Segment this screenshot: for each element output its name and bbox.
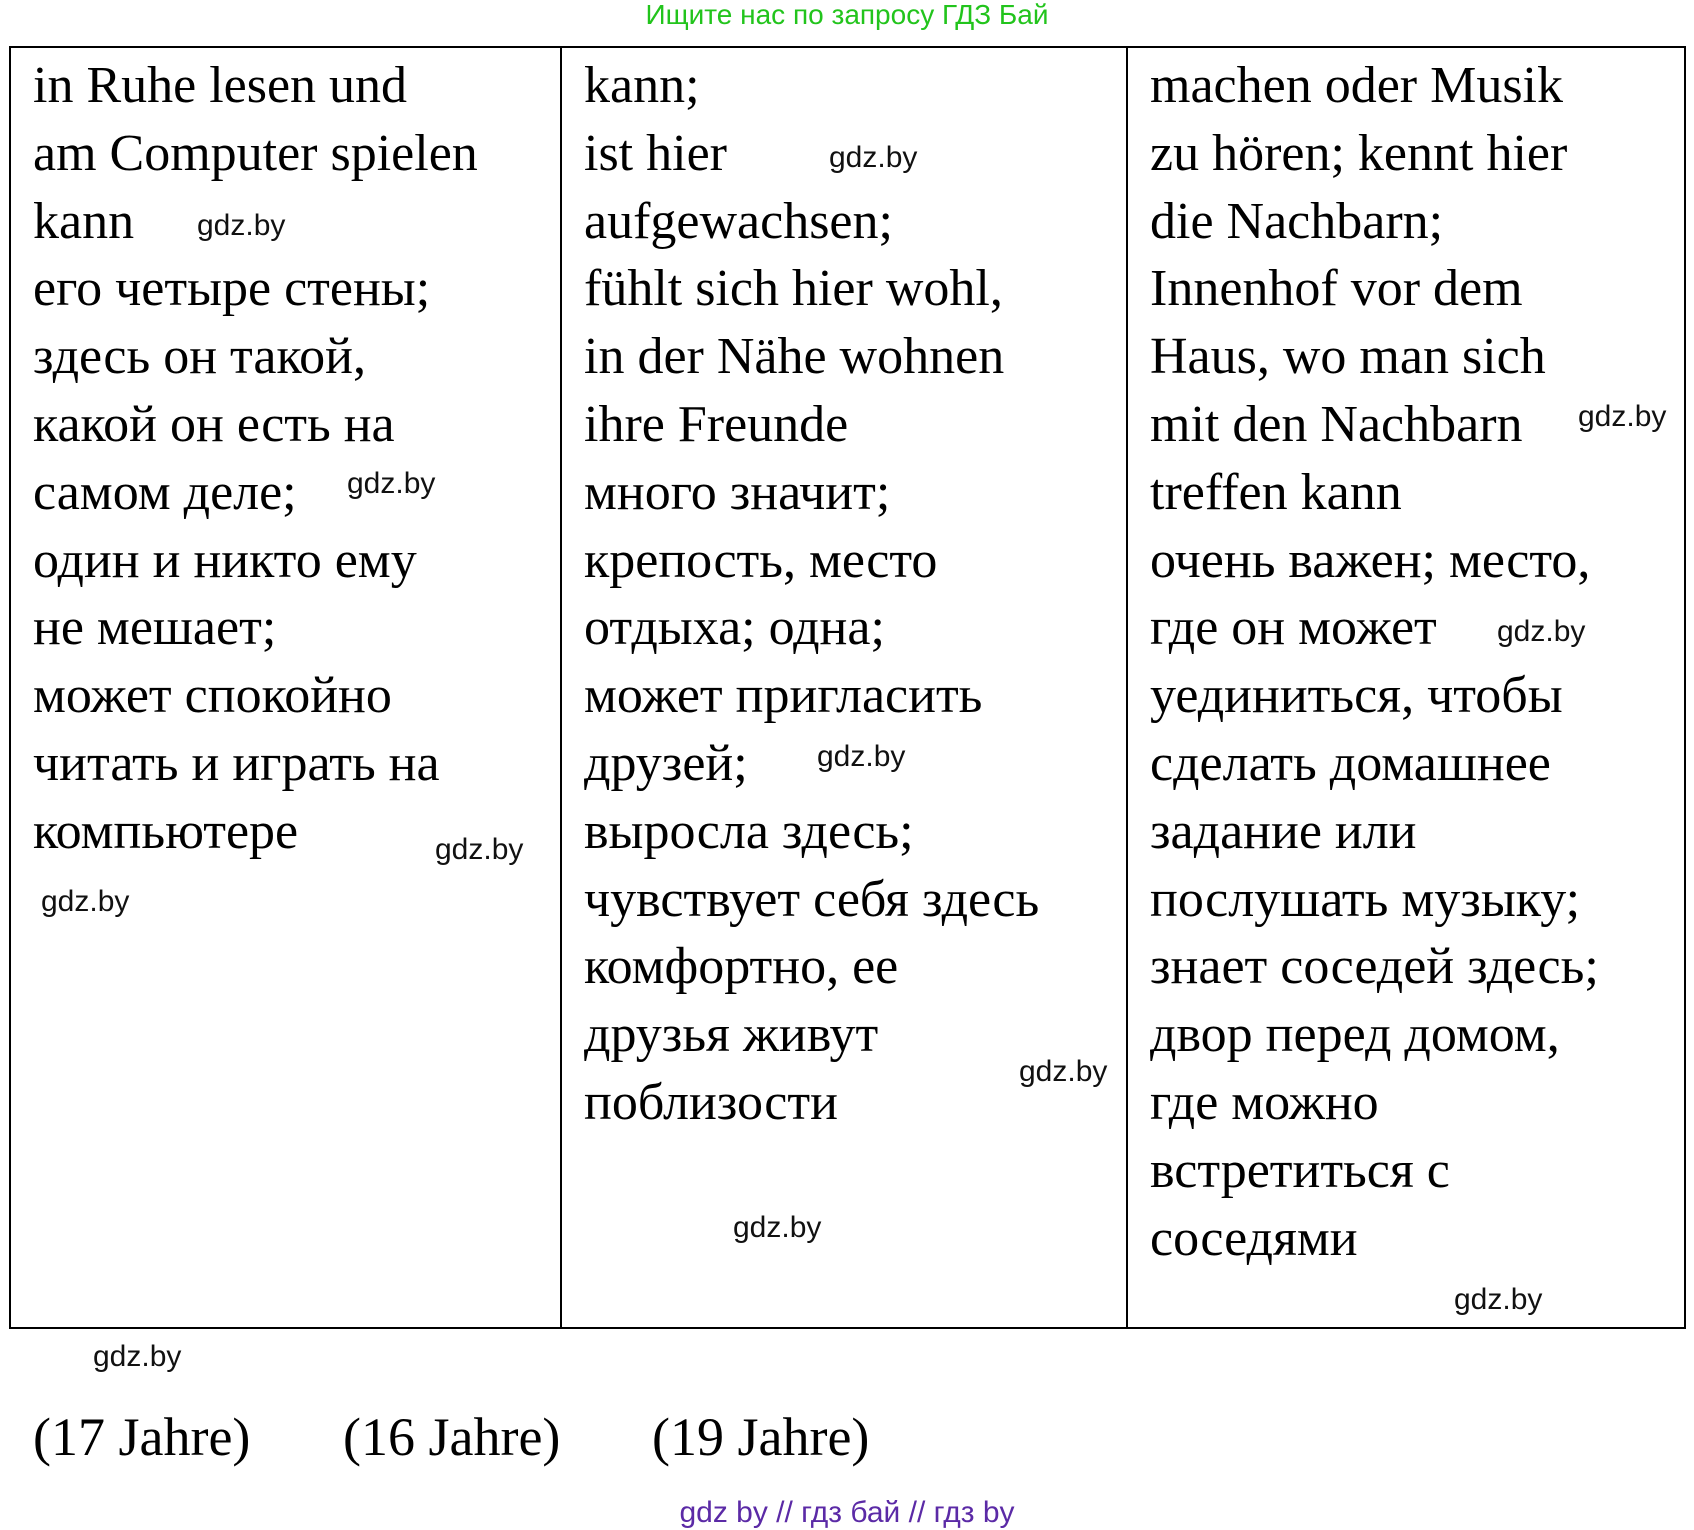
footer-watermark: gdz by // гдз бай // гдз by bbox=[679, 1496, 1015, 1529]
watermark: gdz.by bbox=[197, 209, 286, 242]
table-cell-3: machen oder Musik zu hören; kennt hier die Nachbarn; Innenhof vor dem Haus, wo man sich mit den Nachbarn treffen kann очень важен; место, где он может уединиться, чтобы сделать домашнее задание или послушать музыку; знает соседей здесь; двор перед домом, где можно встретиться с соседями bbox=[1150, 57, 1599, 1267]
column-divider-1 bbox=[560, 46, 562, 1329]
watermark: gdz.by bbox=[93, 1340, 182, 1373]
watermark: gdz.by bbox=[1019, 1055, 1108, 1088]
watermark: gdz.by bbox=[829, 141, 918, 174]
age-label-1: (17 Jahre) bbox=[33, 1407, 251, 1467]
table-cell-1: in Ruhe lesen und am Computer spielen kann его четыре стены; здесь он такой, какой он есть на самом деле; один и никто ему не мешает; может спокойно читать и играть на компьютере bbox=[33, 57, 478, 860]
watermark: gdz.by bbox=[41, 885, 130, 918]
watermark: gdz.by bbox=[435, 833, 524, 866]
ages-row bbox=[0, 1402, 1000, 1472]
table-cell-2: kann; ist hier aufgewachsen; fühlt sich hier wohl, in der Nähe wohnen ihre Freunde много значит; крепость, место отдыха; одна; может пригласить друзей; выросла здесь; чувствует себя здесь комфортно, ее друзья живут поблизости bbox=[584, 57, 1040, 1131]
age-label-2: (16 Jahre) bbox=[343, 1407, 561, 1467]
top-banner: Ищите нас по запросу ГДЗ Бай bbox=[645, 0, 1049, 30]
watermark: gdz.by bbox=[733, 1211, 822, 1244]
watermark: gdz.by bbox=[817, 740, 906, 773]
column-divider-2 bbox=[1126, 46, 1128, 1329]
age-label-3: (19 Jahre) bbox=[652, 1407, 870, 1467]
watermark: gdz.by bbox=[347, 467, 436, 500]
watermark: gdz.by bbox=[1454, 1283, 1543, 1316]
watermark: gdz.by bbox=[1578, 400, 1667, 433]
watermark: gdz.by bbox=[1497, 615, 1586, 648]
